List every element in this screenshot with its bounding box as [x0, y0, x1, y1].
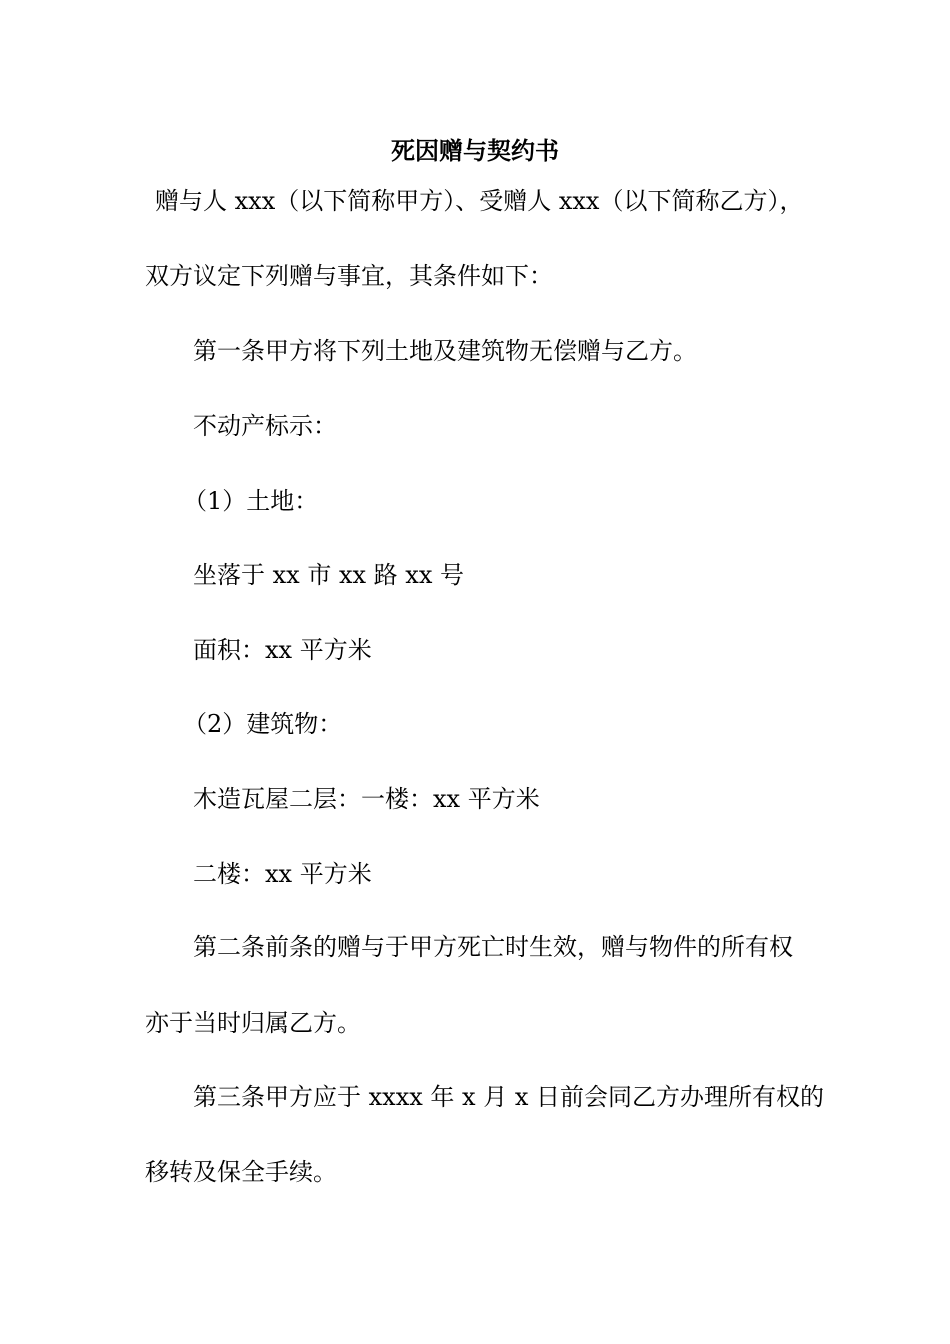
paragraph-line-4: 不动产标示： — [193, 412, 337, 440]
paragraph-line-13: 第三条甲方应于 xxxx 年 x 月 x 日前会同乙方办理所有权的 — [193, 1083, 824, 1111]
paragraph-line-11: 第二条前条的赠与于甲方死亡时生效，赠与物件的所有权 — [193, 933, 793, 961]
paragraph-line-1: 赠与人 xxx（以下简称甲方）、受赠人 xxx（以下简称乙方）， — [155, 187, 804, 215]
paragraph-line-7: 面积：xx 平方米 — [193, 636, 372, 664]
paragraph-line-5: （1）土地： — [183, 487, 319, 515]
paragraph-line-9: 木造瓦屋二层：一楼：xx 平方米 — [193, 785, 540, 813]
paragraph-line-3: 第一条甲方将下列土地及建筑物无偿赠与乙方。 — [193, 337, 697, 365]
paragraph-line-12: 亦于当时归属乙方。 — [145, 1009, 361, 1037]
document-title: 死因赠与契约书 — [391, 136, 559, 165]
paragraph-line-6: 坐落于 xx 市 xx 路 xx 号 — [193, 561, 464, 589]
paragraph-line-14: 移转及保全手续。 — [145, 1158, 337, 1186]
paragraph-line-10: 二楼：xx 平方米 — [193, 860, 372, 888]
paragraph-line-2: 双方议定下列赠与事宜，其条件如下： — [145, 262, 553, 290]
paragraph-line-8: （2）建筑物： — [183, 710, 343, 738]
